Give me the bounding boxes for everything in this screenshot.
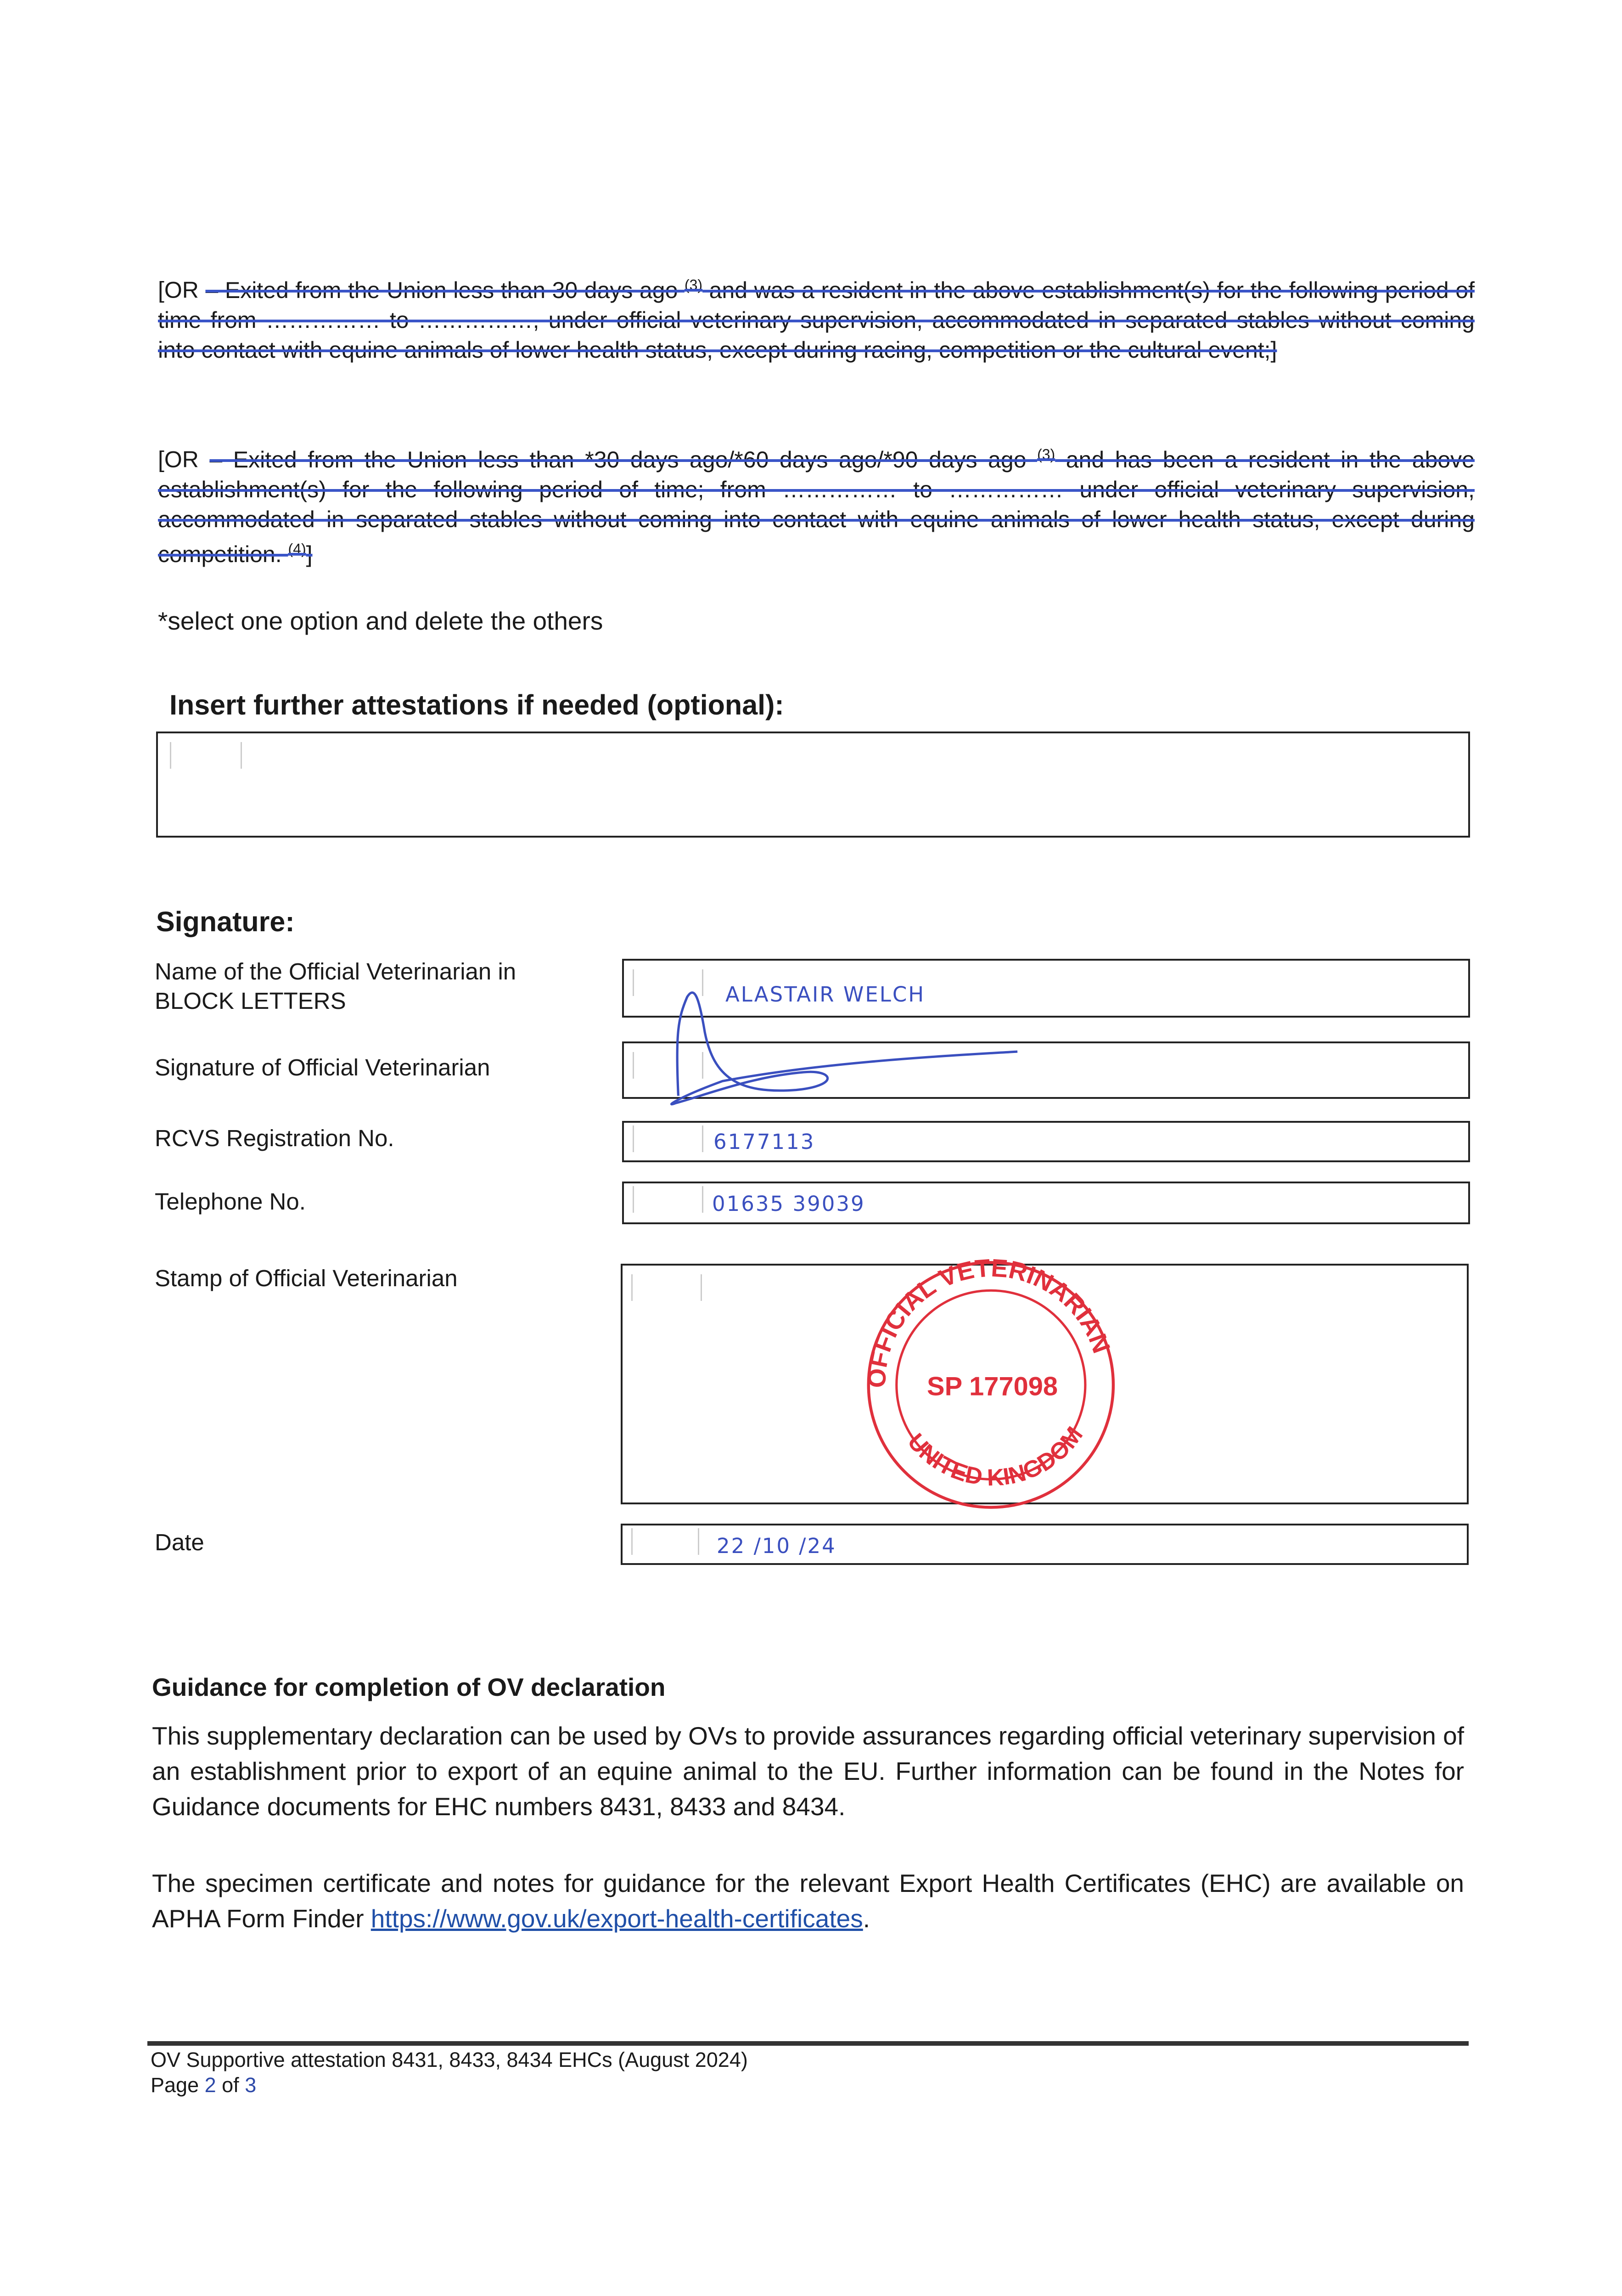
footnote-ref: (4) [288,540,306,557]
name-value: ALASTAIR WELCH [725,982,926,1007]
export-health-certificates-link[interactable]: https://www.gov.uk/export-health-certificates [370,1904,863,1933]
of-word: of [216,2073,245,2097]
para-rest: and was a resident in the above establishment(s) for the following period of time from …………… to ……………, under official veterinary supervision, accommodated in separated stables without coming into contact with equine animals of lower health status, except during racing, competition or the cultural event;] [158,277,1475,363]
telephone-value: 01635 39039 [712,1192,865,1216]
para-prefix: [OR [158,446,210,473]
svg-text:SP 177098: SP 177098 [927,1372,1058,1401]
total-pages: 3 [245,2073,257,2097]
para-end: ] [306,541,313,568]
current-page: 2 [204,2073,216,2097]
attestations-heading: Insert further attestations if needed (optional): [169,689,784,720]
guidance-heading: Guidance for completion of OV declaration [152,1673,666,1701]
footnote-ref: (3) [1037,446,1055,462]
page-number [151,2072,256,2098]
page-word: Page [151,2073,205,2097]
rcvs-value: 6177113 [713,1130,815,1154]
telephone-label: Telephone No. [155,1188,306,1215]
date-label: Date [155,1529,204,1555]
stamp-label: Stamp of Official Veterinarian [155,1265,458,1291]
para-text: – Exited from the Union less than *30 days ago/*60 days ago/*90 days ago [209,446,1038,473]
official-veterinarian-stamp [863,1254,1116,1507]
guidance-end: . [863,1904,870,1933]
date-value: 22 /10 /24 [717,1534,836,1558]
svg-text:UNITED KINGDOM: UNITED KINGDOM [903,1421,1088,1491]
para-rest: and has been a resident in the above establishment(s) for the following period of time; from …………… to …………… under official veterinary supervision, accommodated in separated stables without coming into contact with equine animals of lower health status, except during competition. [158,446,1475,568]
signature-heading: Signature: [156,906,295,937]
rcvs-label: RCVS Registration No. [155,1125,394,1151]
footnote-ref: (3) [684,276,703,293]
handwritten-signature [672,993,1018,1104]
guidance-text: The specimen certificate and notes for guidance for the relevant Export Health Certificates (EHC) are available on APHA Form Finder [152,1869,1464,1933]
svg-text:OFFICIAL VETERINARIAN: OFFICIAL VETERINARIAN [863,1254,1116,1389]
guidance-paragraph-1: This supplementary declaration can be used by OVs to provide assurances regarding official veterinary supervision of an establishment prior to export of an equine animal to the EU. Further information can be found in the Notes for Guidance documents for EHC numbers 8431, 8433 and 8434. [152,1722,1464,1821]
signature-label: Signature of Official Veterinarian [155,1054,490,1080]
name-label: Name of the Official Veterinarian in BLOCK LETTERS [155,958,516,1014]
footer-divider [147,2041,1469,2046]
para-prefix: [OR [158,277,206,303]
guidance-paragraph-2 [152,1866,1464,1936]
para-text: – Exited from the Union less than 30 days ago [205,277,685,303]
footer-title: OV Supportive attestation 8431, 8433, 8434 EHCs (August 2024) [151,2048,748,2071]
select-note: *select one option and delete the others [158,607,603,635]
